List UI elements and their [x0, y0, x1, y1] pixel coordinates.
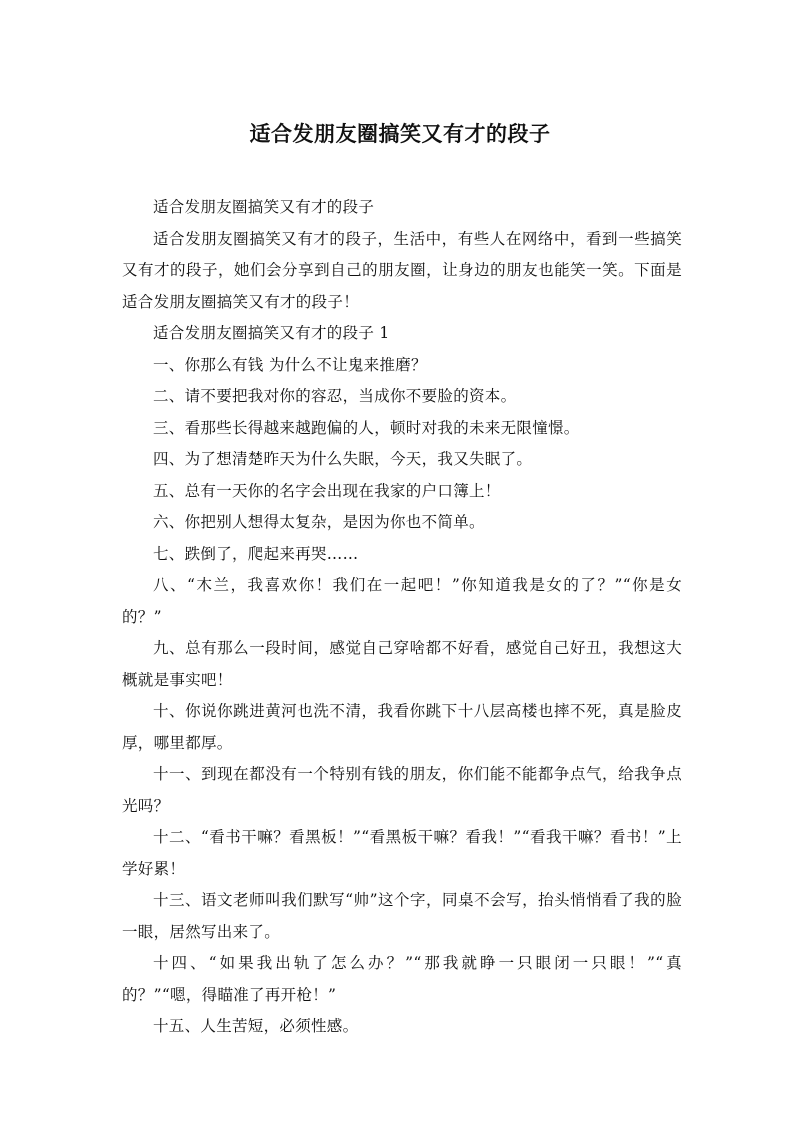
list-item: 七、跌倒了，爬起来再哭……	[153, 544, 359, 563]
body-paragraph: 适合发朋友圈搞笑又有才的段子，生活中，有些人在网络中，看到一些搞笑又有才的段子，她们会分享到自己的朋友圈，让身边的朋友也能笑一笑。下面是适合发朋友圈搞笑又有才的段子！	[122, 229, 682, 311]
list-item: 十、你说你跳进黄河也洗不清，我看你跳下十八层高楼也摔不死，真是脸皮厚，哪里都厚。	[122, 702, 682, 752]
list-item: 一、你那么有钱 为什么不让鬼来推磨？	[153, 355, 427, 374]
section-heading: 适合发朋友圈搞笑又有才的段子 1	[153, 324, 390, 342]
list-item: 十一、到现在都没有一个特别有钱的朋友，你们能不能都争点气，给我争点光吗？	[122, 765, 682, 815]
list-item: 九、总有那么一段时间，感觉自己穿啥都不好看，感觉自己好丑，我想这大概就是事实吧！	[122, 639, 682, 689]
list-item: 十四、“如果我出轨了怎么办？”“那我就睁一只眼闭一只眼！”“真的？”“嗯，得瞄准了再开枪！”	[122, 954, 682, 1004]
document-body	[122, 192, 682, 1043]
list-item: 三、看那些长得越来越跑偏的人，顿时对我的未来无限憧憬。	[153, 418, 580, 437]
body-paragraph: 适合发朋友圈搞笑又有才的段子	[153, 198, 375, 216]
document-title: 适合发朋友圈搞笑又有才的段子	[249, 122, 551, 146]
list-item: 五、总有一天你的名字会出现在我家的户口簿上！	[153, 481, 501, 500]
list-item: 八、“木兰，我喜欢你！我们在一起吧！”你知道我是女的了？”“你是女的？”	[122, 576, 682, 626]
list-item: 十二、“看书干嘛？看黑板！”“看黑板干嘛？看我！”“看我干嘛？看书！”上学好累！	[122, 828, 682, 878]
list-item: 十五、人生苦短，必须性感。	[153, 1017, 359, 1035]
list-item: 六、你把别人想得太复杂，是因为你也不简单。	[153, 513, 485, 531]
list-item: 十三、语文老师叫我们默写“帅”这个字，同桌不会写，抬头悄悄看了我的脸一眼，居然写出来了。	[122, 891, 682, 941]
list-item: 四、为了想清楚昨天为什么失眠，今天，我又失眠了。	[153, 450, 533, 468]
list-item: 二、请不要把我对你的容忍，当成你不要脸的资本。	[153, 387, 517, 405]
